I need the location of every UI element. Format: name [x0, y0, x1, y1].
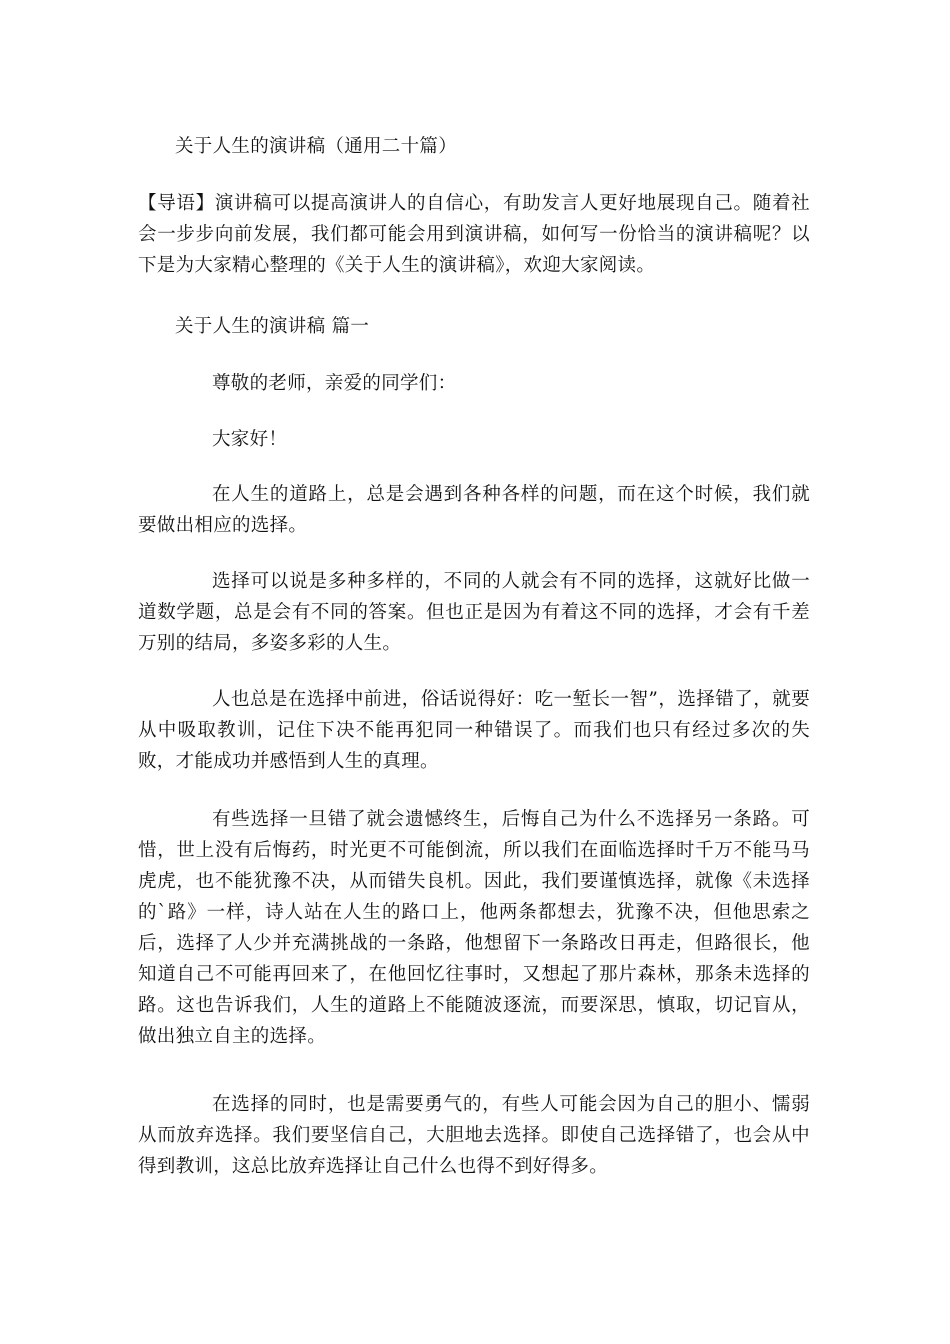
salutation: 尊敬的老师，亲爱的同学们： — [212, 373, 457, 394]
body-paragraph: 在人生的道路上，总是会遇到各种各样的问题，而在这个时候，我们就要做出相应的选择。 — [138, 484, 810, 536]
body-paragraph: 人也总是在选择中前进，俗话说得好：吃一堑长一智”，选择错了，就要从中吸取教训，记住下决不能再犯同一种错误了。而我们也只有经过多次的失败，才能成功并感悟到人生的真理。 — [138, 689, 810, 772]
greeting: 大家好！ — [212, 429, 288, 450]
body-paragraph: 有些选择一旦错了就会遗憾终生，后悔自己为什么不选择另一条路。可惜，世上没有后悔药，时光更不可能倒流，所以我们在面临选择时千万不能马马虎虎，也不能犹豫不决，从而错失良机。因此，我们要谨慎选择，就像《未选择的`路》一样，诗人站在人生的路口上，他两条都想去，犹豫不决，但他思索之后，选择了人少并充满挑战的一条路，他想留下一条路改日再走，但路很长，他知道自己不可能再回来了，在他回忆往事时，又想起了那片森林，那条未选择的路。这也告诉我们，人生的道路上不能随波逐流，而要深思，慎取，切记盲从，做出独立自主的选择。 — [138, 809, 810, 1047]
intro-paragraph: 【导语】演讲稿可以提高演讲人的自信心，有助发言人更好地展现自己。随着社会一步步向前发展，我们都可能会用到演讲稿，如何写一份恰当的演讲稿呢？以下是为大家精心整理的《关于人生的演讲稿》，欢迎大家阅读。 — [138, 193, 810, 276]
section-heading: 关于人生的演讲稿 篇一 — [175, 316, 370, 337]
body-paragraph: 在选择的同时，也是需要勇气的，有些人可能会因为自己的胆小、懦弱从而放弃选择。我们要坚信自己，大胆地去选择。即使自己选择错了，也会从中得到教训，这总比放弃选择让自己什么也得不到好得多。 — [138, 1094, 810, 1177]
body-paragraph: 选择可以说是多种多样的，不同的人就会有不同的选择，这就好比做一道数学题，总是会有不同的答案。但也正是因为有着这不同的选择，才会有千差万别的结局，多姿多彩的人生。 — [138, 571, 810, 654]
document-title: 关于人生的演讲稿（通用二十篇） — [175, 136, 458, 157]
